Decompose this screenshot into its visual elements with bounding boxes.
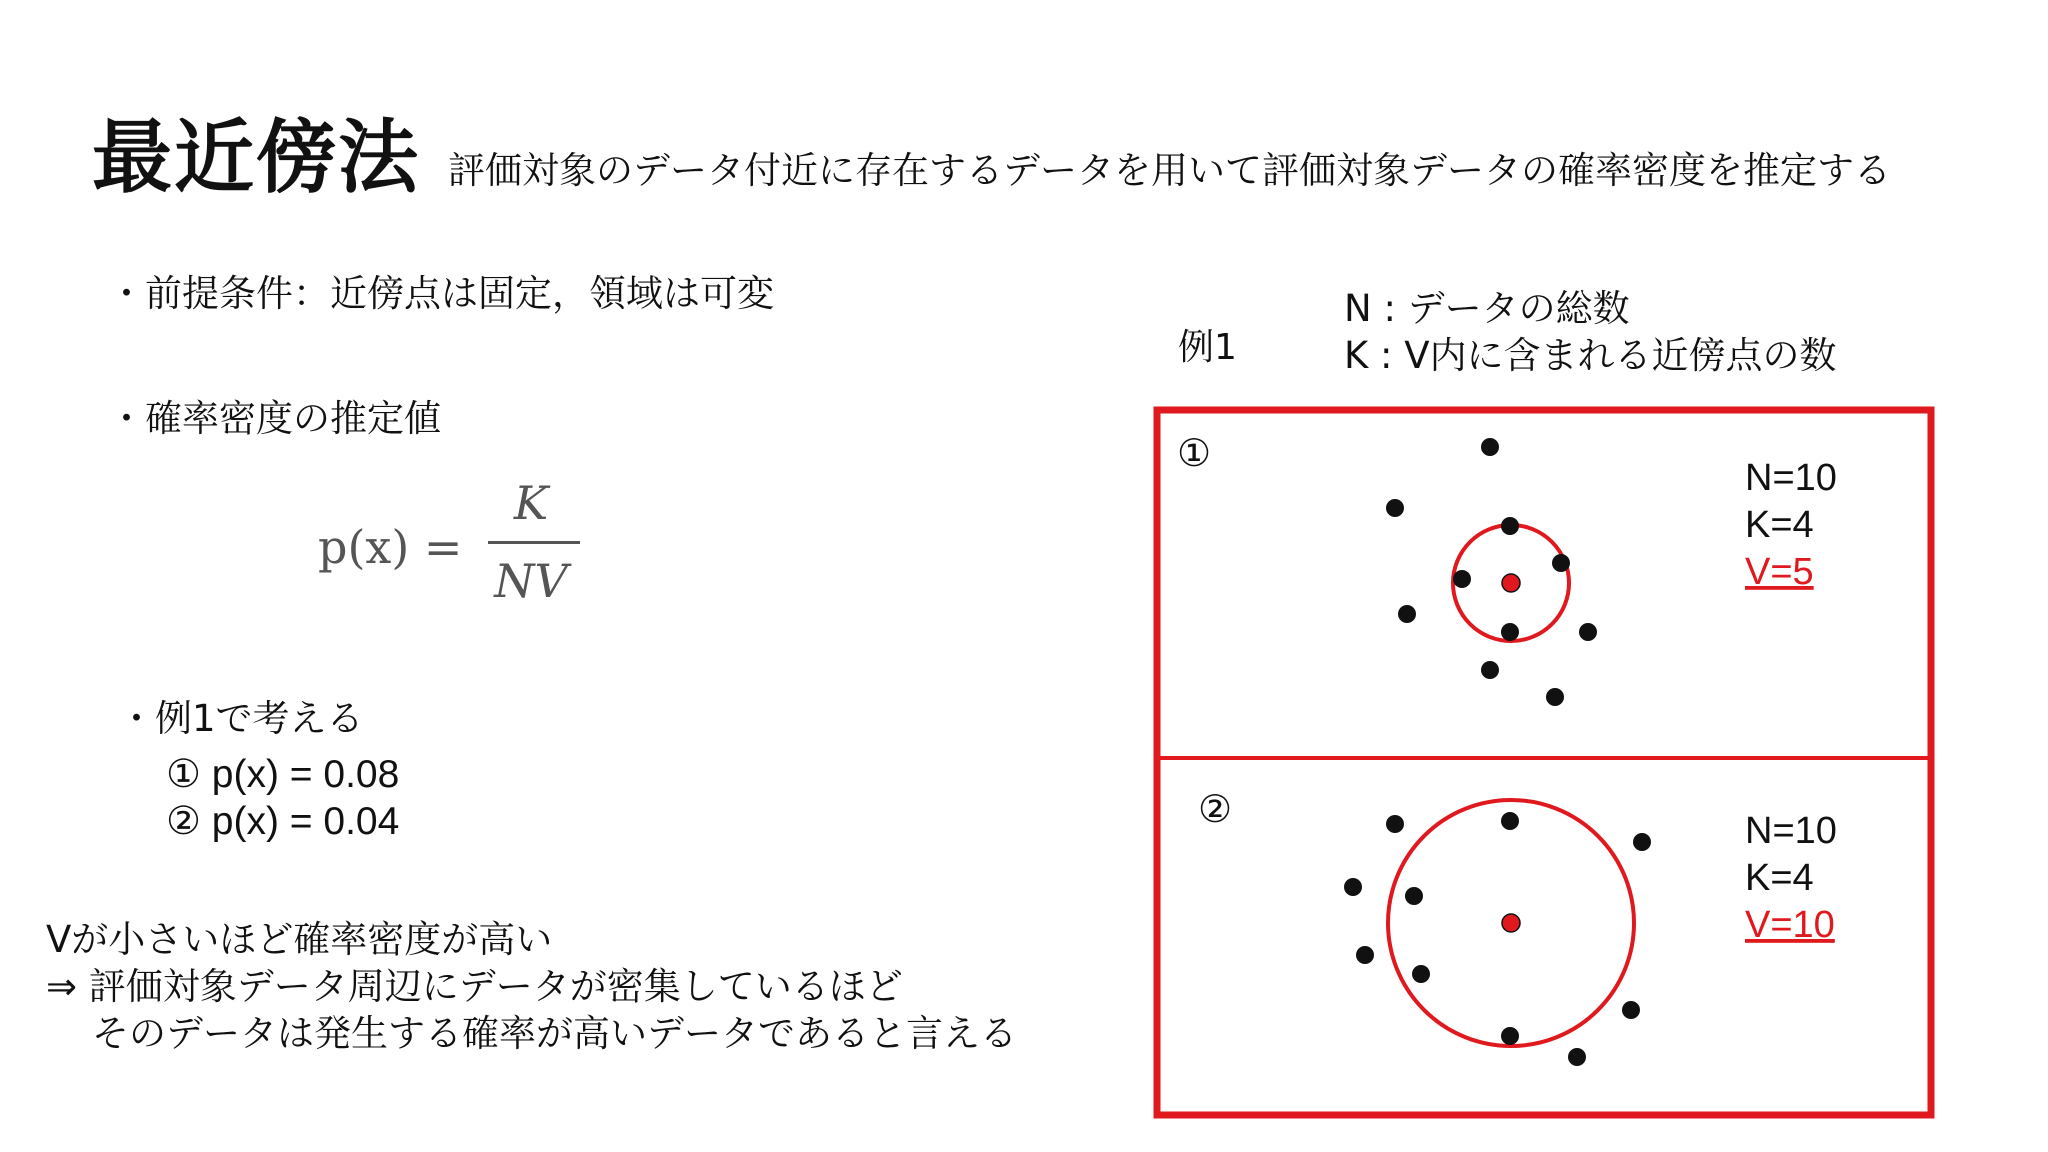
conclusion-line-1: Vが小さいほど確率密度が高い: [46, 918, 553, 961]
data-point: [1501, 812, 1519, 830]
data-point: [1344, 878, 1362, 896]
data-point: [1481, 661, 1499, 679]
panel-1: [1177, 433, 1837, 706]
example-heading: ・例1で考える: [118, 697, 364, 740]
data-point: [1546, 688, 1564, 706]
result-1: ① p(x) = 0.08: [166, 753, 400, 796]
example-label: 例1: [1178, 327, 1237, 368]
panel-2-k: K=4: [1745, 857, 1814, 899]
panel-1-target-point: [1502, 574, 1520, 592]
panel-1-v: V=5: [1745, 551, 1814, 593]
page-title: 最近傍法: [92, 111, 420, 204]
data-point: [1501, 623, 1519, 641]
diagram-frame: [1157, 410, 1931, 1115]
formula-lhs: p(x) =: [318, 520, 463, 574]
conclusion-line-3: そのデータは発生する確率が高いデータであると言える: [92, 1012, 1017, 1055]
formula-numerator: K: [513, 476, 549, 530]
panel-2-n: N=10: [1745, 810, 1837, 852]
conclusion-line-2: ⇒ 評価対象データ周辺にデータが密集しているほど: [46, 965, 903, 1008]
data-point: [1633, 833, 1651, 851]
example-diagram: [1140, 400, 1960, 1130]
data-point: [1579, 623, 1597, 641]
panel-1-marker: ①: [1177, 433, 1212, 475]
data-point: [1501, 1027, 1519, 1045]
estimate-heading: ・確率密度の推定値: [108, 397, 441, 440]
data-point: [1501, 517, 1519, 535]
panel-2-v: V=10: [1745, 904, 1835, 946]
data-point: [1453, 570, 1471, 588]
page-subtitle: 評価対象のデータ付近に存在するデータを用いて評価対象データの確率密度を推定する: [448, 149, 1891, 192]
definition-k: K : V内に含まれる近傍点の数: [1344, 334, 1837, 377]
data-point: [1398, 605, 1416, 623]
formula-fraction-bar: [488, 541, 580, 544]
formula-denominator: NV: [494, 554, 568, 608]
panel-2-target-point: [1502, 914, 1520, 932]
data-point: [1622, 1001, 1640, 1019]
result-2: ② p(x) = 0.04: [166, 800, 400, 843]
data-point: [1481, 438, 1499, 456]
panel-1-n: N=10: [1745, 457, 1837, 499]
data-point: [1405, 887, 1423, 905]
data-point: [1386, 499, 1404, 517]
data-point: [1412, 965, 1430, 983]
data-point: [1356, 946, 1374, 964]
panel-1-k: K=4: [1745, 504, 1814, 546]
data-point: [1568, 1048, 1586, 1066]
data-point: [1386, 815, 1404, 833]
premise-text: ・前提条件：近傍点は固定，領域は可変: [108, 272, 774, 315]
data-point: [1552, 554, 1570, 572]
panel-2-marker: ②: [1198, 789, 1233, 831]
panel-2: [1198, 789, 1837, 1066]
definition-n: N : データの総数: [1344, 287, 1630, 330]
